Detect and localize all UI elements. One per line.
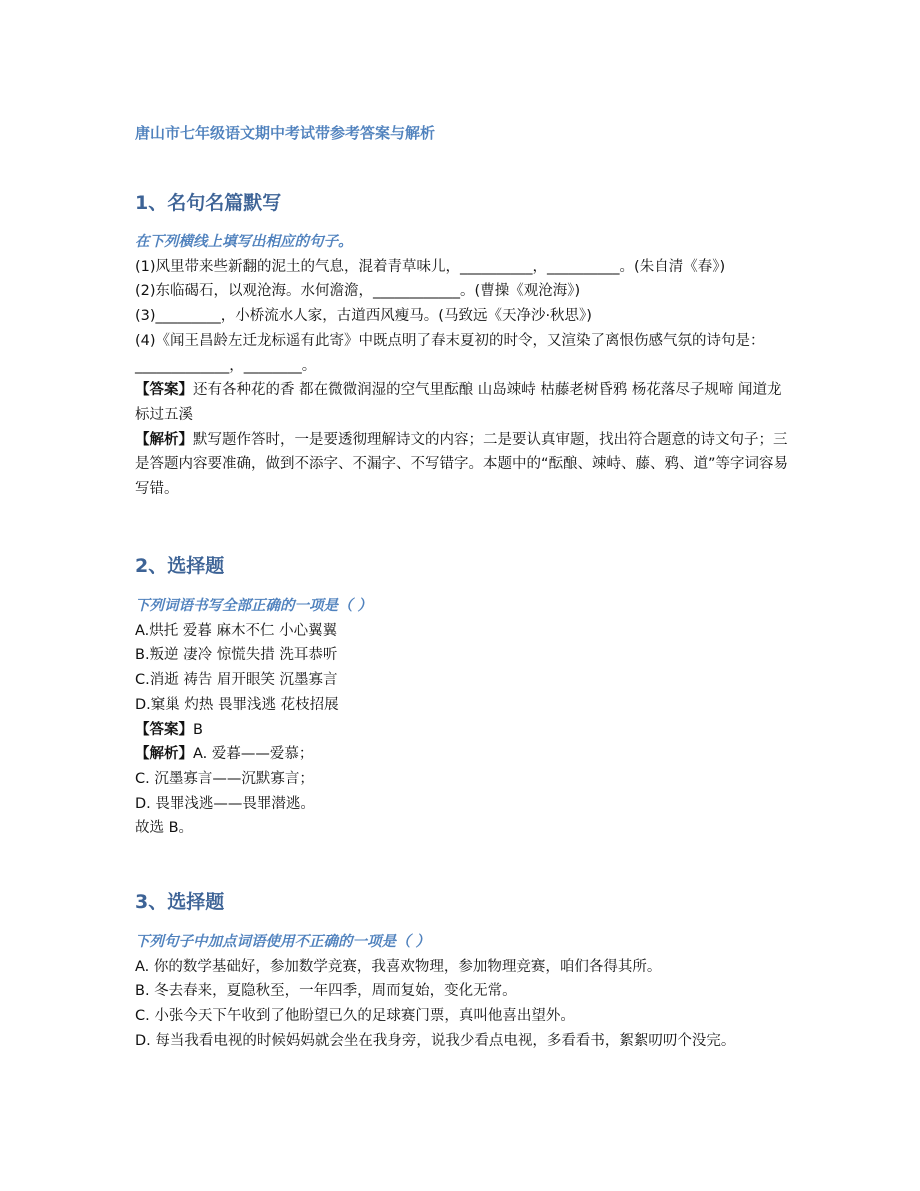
q1-line: (1)风里带来些新翻的泥土的气息，混着青草味儿，__________，__________。(朱自清《春》) — [135, 258, 726, 275]
q1-prompt: 在下列横线上填写出相应的句子。 — [135, 234, 353, 250]
q3-body — [135, 930, 795, 1054]
q1-line: (3)_________，小桥流水人家，古道西风瘦马。(马致远《天净沙·秋思》) — [135, 308, 592, 325]
q3-option: A. 你的数学基础好，参加数学竞赛，我喜欢物理，参加物理竞赛，咱们各得其所。 — [135, 958, 662, 975]
analysis-text: 默写题作答时，一是要透彻理解诗文的内容；二是要认真审题，找出符合题意的诗文句子；三是答题内容要准确，做到不添字、不漏字、不写错字。本题中的“酝酿、竦峙、藤、鸦、道”等字词容易写错。 — [135, 431, 789, 498]
q1-analysis — [135, 428, 795, 502]
q3-heading: 3、选择题 — [135, 891, 225, 913]
q2-option: C.消逝 祷告 眉开眼笑 沉墨寡言 — [135, 672, 338, 689]
q2-analysis-line: 故选 B。 — [135, 820, 194, 837]
q2-answer — [135, 718, 795, 743]
q2-prompt: 下列词语书写全部正确的一项是（ ） — [135, 598, 373, 614]
q2-heading: 2、选择题 — [135, 555, 225, 577]
q1-answer — [135, 378, 795, 427]
answer-text: 还有各种花的香 都在微微润湿的空气里酝酿 山岛竦峙 枯藤老树昏鸦 杨花落尽子规啼 闻道龙标过五溪 — [135, 382, 782, 423]
document-title: 唐山市七年级语文期中考试带参考答案与解析 — [135, 124, 436, 142]
q2-body — [135, 594, 795, 841]
analysis-label: 【解析】 — [135, 431, 193, 448]
q3-option: D. 每当我看电视的时候妈妈就会坐在我身旁，说我少看点电视，多看看书，絮絮叨叨个没完。 — [135, 1032, 736, 1049]
answer-label: 【答案】 — [135, 382, 193, 399]
q2-analysis-line: D. 畏罪浅逃——畏罪潜逃。 — [135, 795, 315, 812]
q2-analysis-line: C. 沉墨寡言——沉默寡言； — [135, 770, 314, 787]
q1-line: (2)东临碣石，以观沧海。水何澹澹，____________。(曹操《观沧海》) — [135, 283, 581, 300]
q2-option: B.叛逆 凄冷 惊慌失措 洗耳恭听 — [135, 647, 338, 664]
q3-prompt: 下列句子中加点词语使用不正确的一项是（ ） — [135, 934, 431, 950]
q2-analysis — [135, 742, 795, 767]
answer-label: 【答案】 — [135, 721, 193, 738]
q1-body — [135, 230, 795, 502]
q3-option: B. 冬去春来，夏隐秋至，一年四季，周而复始，变化无常。 — [135, 983, 517, 1000]
q1-heading: 1、名句名篇默写 — [135, 192, 282, 214]
q3-option: C. 小张今天下午收到了他盼望已久的足球赛门票，真叫他喜出望外。 — [135, 1008, 575, 1025]
analysis-label: 【解析】 — [135, 746, 193, 763]
q2-option: D.窠巢 灼热 畏罪浅逃 花枝招展 — [135, 696, 339, 713]
q1-line: (4)《闻王昌龄左迁龙标遥有此寄》中既点明了春末夏初的时令，又渲染了离恨伤感气氛的诗句是：_____________，________。 — [135, 332, 765, 374]
q2-option: A.烘托 爱暮 麻木不仁 小心翼翼 — [135, 622, 338, 639]
answer-text: B — [193, 721, 203, 738]
analysis-text: A. 爱暮——爱慕； — [193, 746, 314, 763]
